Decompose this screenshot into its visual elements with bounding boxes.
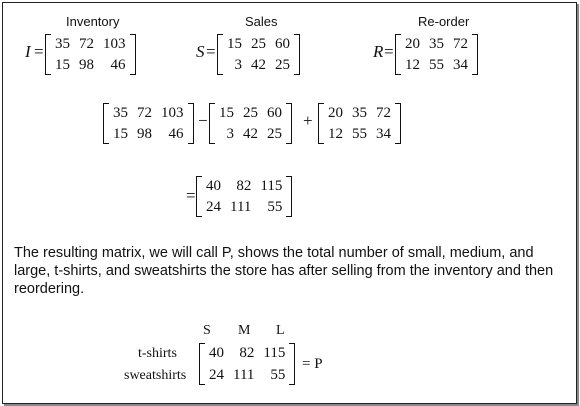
matrix-cell: 103: [161, 105, 184, 121]
matrix-cell: 115: [263, 345, 286, 361]
matrix-cell: 15: [219, 105, 234, 121]
inventory-heading: Inventory: [66, 14, 120, 29]
matrix-cell: 34: [376, 126, 391, 142]
matrix-cell: 60: [275, 36, 290, 52]
equals-sign: =: [206, 42, 216, 61]
matrix-cell: 40: [206, 178, 221, 194]
matrix-cell: 72: [137, 105, 152, 121]
equation-matrix-reorder: [318, 103, 401, 144]
matrix-cell: 46: [168, 126, 184, 142]
matrix-cell: 35: [352, 105, 367, 121]
labeled-matrix-p: [199, 343, 295, 385]
matrix-cell: 55: [352, 126, 367, 142]
matrix-cell: 35: [55, 36, 70, 52]
matrix-reorder: [395, 34, 478, 75]
matrix-cell: 55: [429, 57, 444, 73]
matrix-cell: 115: [260, 178, 283, 194]
matrix-cell: 42: [243, 126, 258, 142]
equals-sign: =: [34, 42, 44, 61]
matrix-cell: 46: [110, 57, 126, 73]
matrix-cell: 35: [113, 105, 128, 121]
labeled-matrix-grid: [205, 343, 289, 385]
matrix-cell: 35: [429, 36, 444, 52]
matrix-cell: 72: [376, 105, 391, 121]
explanation-paragraph: The resulting matrix, we will call P, shows the total number of small, medium, and large, t-shirts, and sweatshirts the store has after selling from the inventory and then reordering.: [14, 245, 554, 297]
matrix-reorder-grid: [401, 34, 472, 75]
matrix-cell: 24: [206, 199, 221, 215]
matrix-cell: 72: [79, 36, 94, 52]
matrix-cell: 111: [230, 199, 252, 215]
equals-p-label: = P: [302, 356, 323, 372]
matrix-inventory-grid: [51, 34, 130, 75]
var-s: S: [196, 42, 205, 61]
row-label-tshirts: t-shirts: [138, 346, 177, 361]
matrix-cell: 15: [227, 36, 242, 52]
matrix-cell: 3: [226, 126, 234, 142]
equation-matrix-reorder-grid: [324, 103, 395, 144]
matrix-cell: 15: [113, 126, 128, 142]
matrix-cell: 34: [453, 57, 468, 73]
matrix-cell: 15: [55, 57, 70, 73]
matrix-cell: 40: [209, 345, 224, 361]
matrix-cell: 25: [275, 57, 290, 73]
matrix-cell: 55: [267, 199, 283, 215]
matrix-cell: 12: [405, 57, 420, 73]
var-i: I: [25, 42, 31, 61]
matrix-cell: 12: [328, 126, 343, 142]
matrix-cell: 55: [270, 367, 286, 383]
equals-sign: =: [384, 42, 394, 61]
result-matrix-grid: [202, 176, 286, 217]
matrix-cell: 60: [267, 105, 282, 121]
matrix-cell: 24: [209, 367, 224, 383]
equation-matrix-inventory: [103, 103, 194, 144]
equation-matrix-inventory-grid: [109, 103, 188, 144]
column-label-m: M: [238, 323, 251, 338]
equals-sign: =: [186, 186, 196, 205]
matrix-cell: 25: [243, 105, 258, 121]
matrix-cell: 72: [453, 36, 468, 52]
matrix-cell: 25: [267, 126, 282, 142]
matrix-sales-grid: [223, 34, 294, 75]
sales-heading: Sales: [245, 14, 278, 29]
equation-matrix-sales-grid: [215, 103, 286, 144]
plus-sign: +: [303, 111, 313, 130]
matrix-cell: 42: [251, 57, 266, 73]
var-r: R: [373, 42, 384, 61]
matrix-cell: 25: [251, 36, 266, 52]
reorder-heading: Re-order: [418, 14, 470, 29]
matrix-cell: 3: [234, 57, 242, 73]
equation-matrix-sales: [209, 103, 292, 144]
matrix-cell: 98: [137, 126, 152, 142]
minus-sign: −: [198, 111, 208, 130]
matrix-cell: 20: [328, 105, 343, 121]
row-label-sweatshirts: sweatshirts: [124, 368, 187, 383]
column-label-l: L: [276, 323, 285, 338]
matrix-cell: 20: [405, 36, 420, 52]
result-matrix: [196, 176, 292, 217]
matrix-cell: 98: [79, 57, 94, 73]
matrix-sales: [217, 34, 300, 75]
matrix-cell: 82: [236, 178, 252, 194]
matrix-cell: 82: [239, 345, 255, 361]
matrix-cell: 103: [103, 36, 126, 52]
matrix-cell: 111: [233, 367, 255, 383]
matrix-inventory: [45, 34, 136, 75]
column-label-s: S: [203, 323, 211, 338]
